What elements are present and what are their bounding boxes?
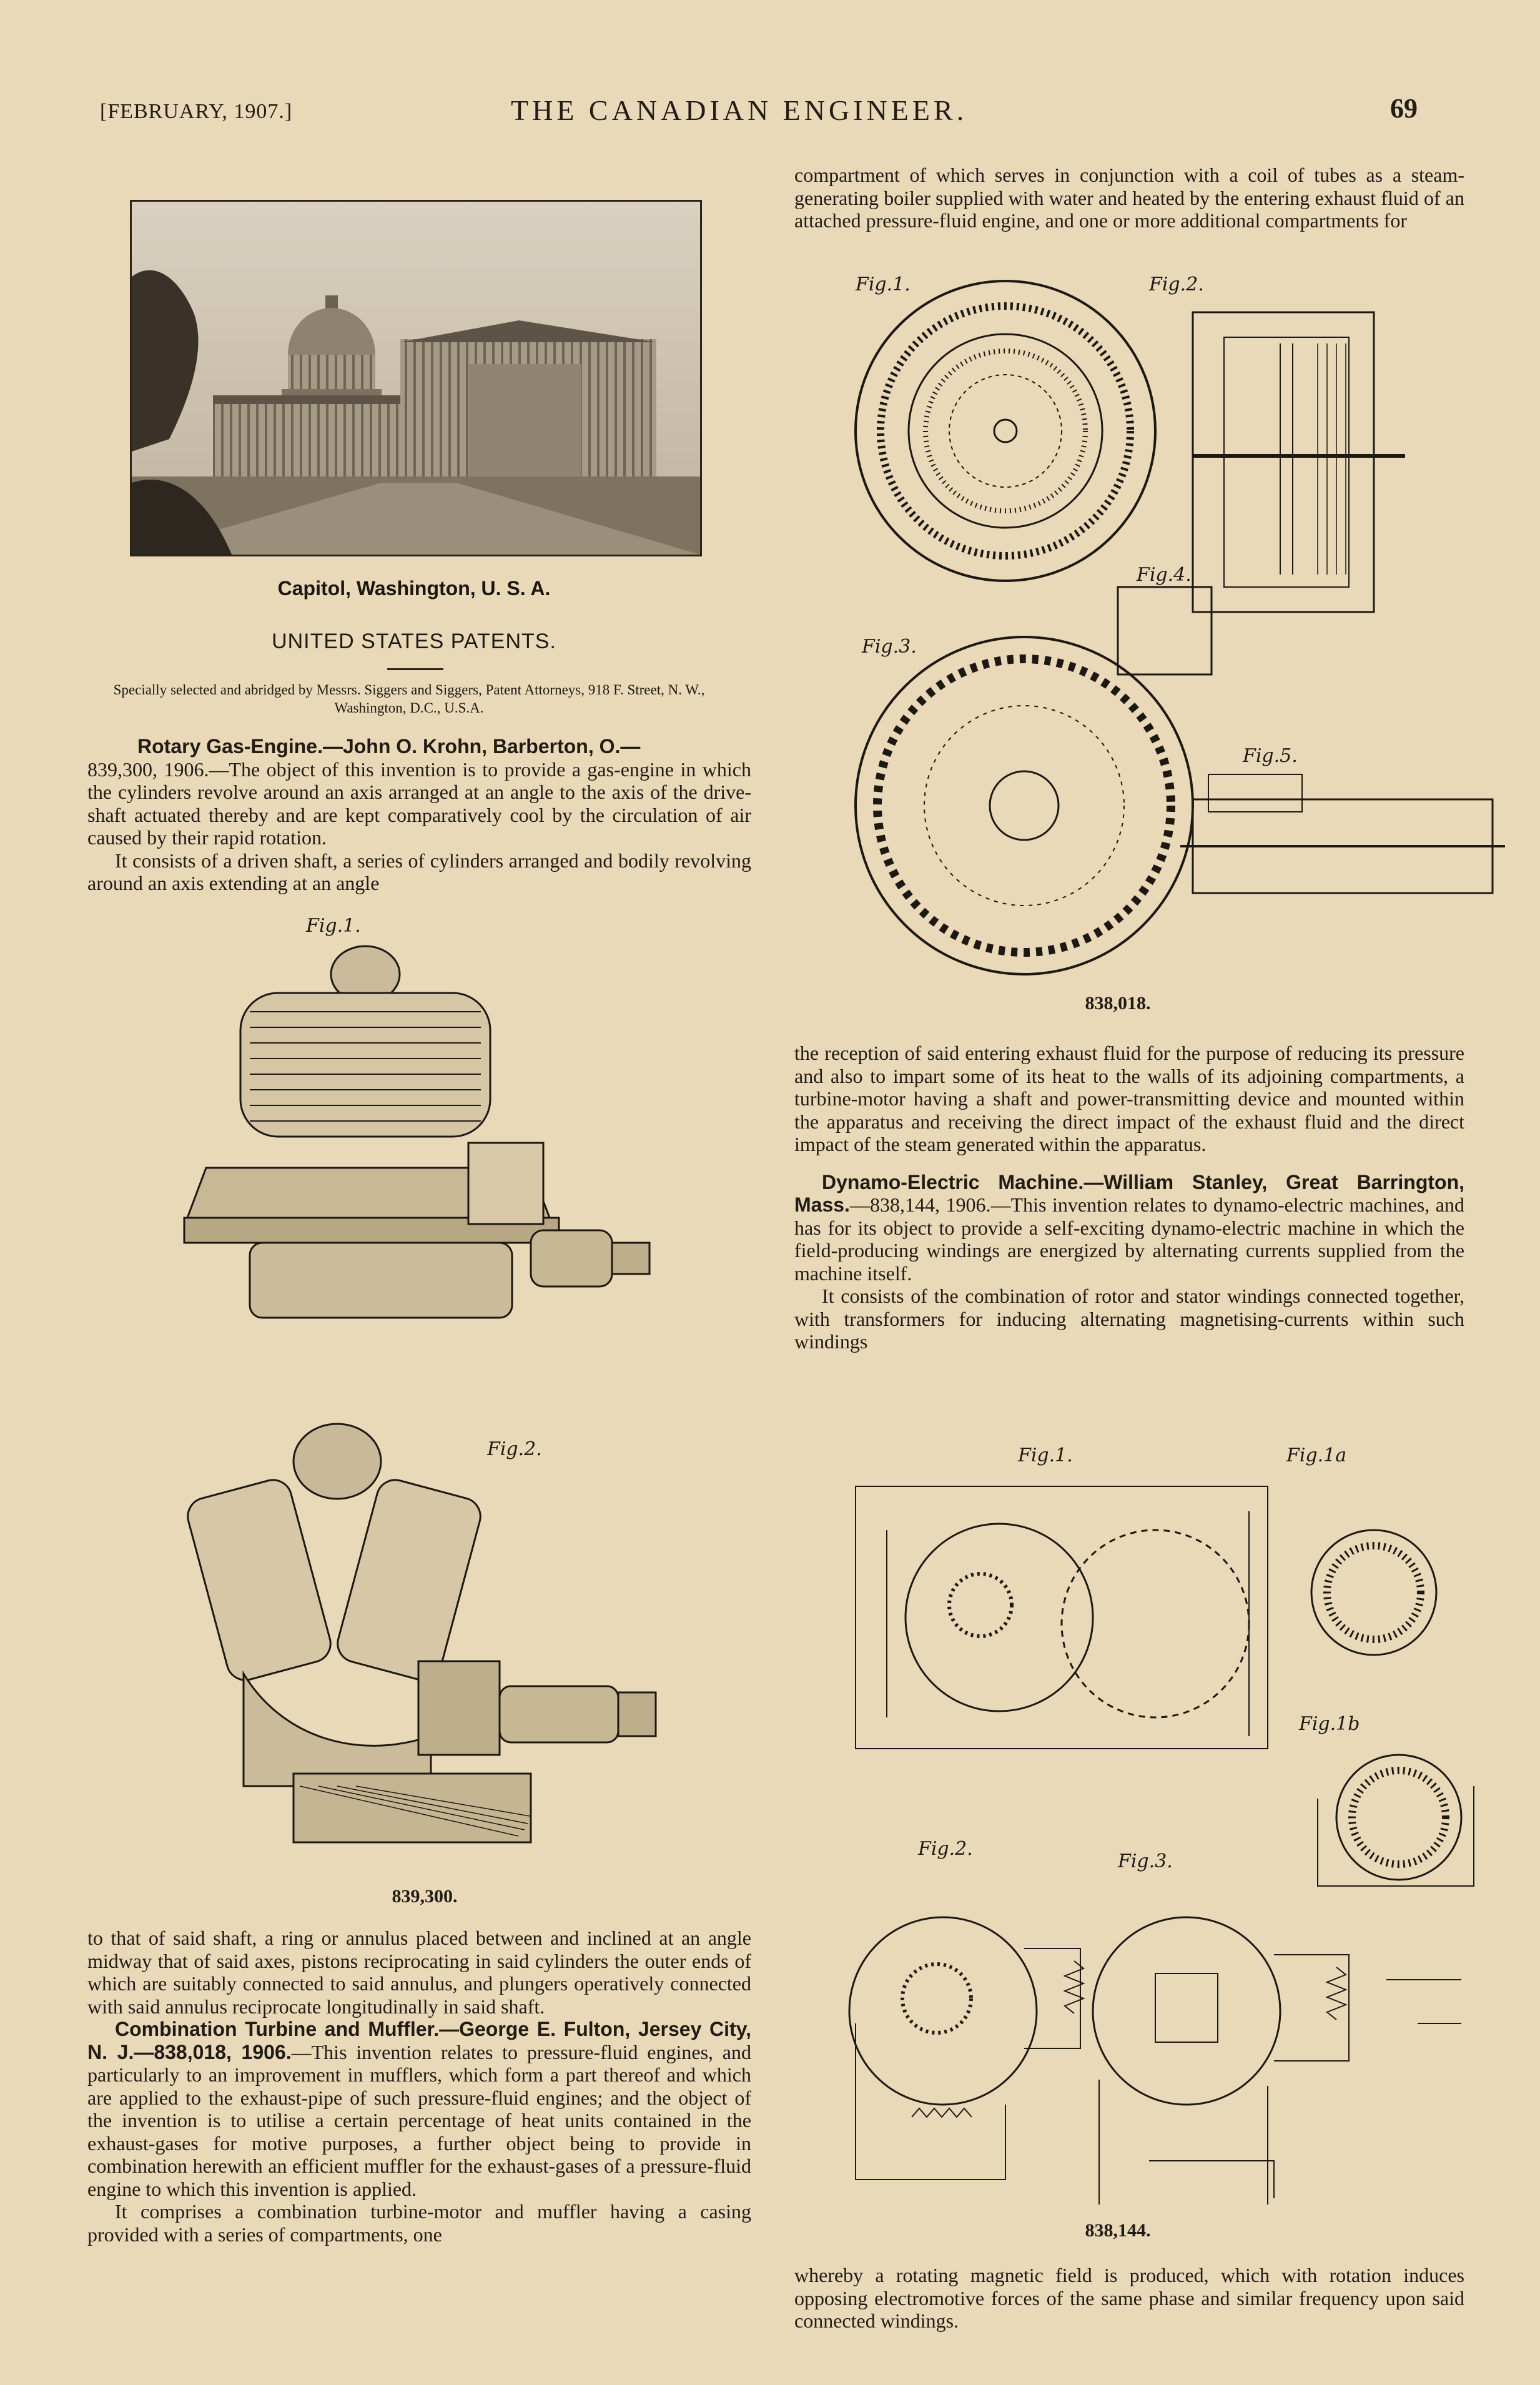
turbine-figures xyxy=(843,262,1518,980)
patent-body-rotary: 839,300, 1906.—The object of this invention is to provide a gas-engine in which the cylinders revolve around an axis arranged at an angle to the axis of the drive-shaft actuated thereby and are kept comparatively cool by the circulation of air caused by their rapid rotation. xyxy=(87,758,751,849)
patent-rotary-p3: to that of said shaft, a ring or annulus placed between and inclined at an angle midway that of said axes, pistons reciprocating in said cylinders the outer ends of which are suitably connected to said annulus, and plungers operatively connected with said annulus reciprocate longitudinally in said shaft. xyxy=(87,1927,751,2018)
patent-dynamo-p5: whereby a rotating magnetic field is produced, which with rotation induces opposing electromotive forces of the same phase and similar frequency upon said connected windings. xyxy=(794,2264,1464,2332)
capitol-photo xyxy=(130,200,702,556)
fig1-label: Fig.1. xyxy=(306,918,361,937)
patent-body-turbine: —This invention relates to pressure-fluid engines, and particularly to an improvement in mufflers, which form a part thereof and which are applied to the exhaust-pipe of such pressure-fluid engines; and the object of the invention is to utilise a certain percentage of heat units contained in the exhaust-gases for motive purposes, a further object being to provide in combination herewith an efficient muffler for the exhaust-gases of a pressure-fluid engine to which this invention is applied. xyxy=(87,2040,751,2200)
turbine-fig1-label: Fig.1. xyxy=(856,274,911,295)
photo-caption: Capitol, Washington, U. S. A. xyxy=(277,577,551,600)
patent-turbine-p2: the reception of said entering exhaust fluid for the purpose of reducing its pressure and also to impart some of its heat to the walls of its adjoining compartments, a turbine-motor having a shaft and power-transmitting device and mounted within the apparatus and receiving the direct impact of the exhaust fluid and the direct impact of the steam generated within the apparatus. xyxy=(794,1042,1464,1155)
patent-body-dynamo: —838,144, 1906.—This invention relates to dynamo-electric machines, and has for its object to provide a self-exciting dynamo-electric machine in which the field-producing windings are energized by alternating currents supplied from the machine itself. xyxy=(794,1193,1464,1285)
patent-no-838018: 838,018. xyxy=(1085,993,1151,1014)
dynamo-fig1a-label: Fig.1a xyxy=(1286,1444,1347,1466)
engine-figure-2 xyxy=(169,1411,668,1861)
patent-turbine-continued: compartment of which serves in conjunction with a coil of tubes as a steam-generating boiler supplied with water and heated by the entering exhaust fluid of an attached pressure-fluid engine, and one or more additional compartments for xyxy=(794,164,1464,232)
dynamo-fig2-label: Fig.2. xyxy=(918,1838,973,1860)
engine-figure-1 xyxy=(181,918,662,1343)
patent-no-838144: 838,144. xyxy=(1085,2220,1151,2241)
dynamo-fig3-label: Fig.3. xyxy=(1118,1850,1173,1872)
header-date: [FEBRUARY, 1907.] xyxy=(100,100,293,123)
fig2-label: Fig.2. xyxy=(487,1438,542,1460)
turbine-fig3-label: Fig.3. xyxy=(862,636,917,658)
dynamo-fig1b-label: Fig.1b xyxy=(1299,1713,1360,1735)
left-text-block-2 xyxy=(87,1927,751,2246)
patent-title-turbine: Combination Turbine and Muffler.—George E. Fulton, Jersey City, N. J.—838,018, 1906. xyxy=(87,2018,751,2063)
turbine-fig2-label: Fig.2. xyxy=(1149,274,1204,295)
right-text-block-1 xyxy=(794,164,1464,232)
patent-rotary-p2: It consists of a driven shaft, a series of cylinders arranged and bodily revolving around an axis extending at an angle xyxy=(87,849,751,894)
section-rule xyxy=(387,668,443,670)
dynamo-fig1-label: Fig.1. xyxy=(1018,1444,1073,1466)
left-text-block-1 xyxy=(87,735,751,895)
header-title: THE CANADIAN ENGINEER. xyxy=(511,94,968,126)
patent-title-rotary: Rotary Gas-Engine.—John O. Krohn, Barberton, O.— xyxy=(137,735,641,758)
patent-dynamo-p4: It consists of the combination of rotor and stator windings connected together, with transformers for inducing alternating magnetising-currents within such windings xyxy=(794,1285,1464,1353)
right-text-block-3 xyxy=(794,2264,1464,2333)
section-title: UNITED STATES PATENTS. xyxy=(272,630,556,653)
turbine-fig5-label: Fig.5. xyxy=(1243,745,1298,767)
patent-no-839300: 839,300. xyxy=(392,1886,458,1907)
turbine-fig4-label: Fig.4. xyxy=(1137,564,1192,586)
patent-turbine-p5: It comprises a combination turbine-motor and muffler having a casing provided with a series of compartments, one xyxy=(87,2200,751,2246)
right-text-block-2 xyxy=(794,1042,1464,1353)
page-number: 69 xyxy=(1390,93,1418,124)
dynamo-figures xyxy=(837,1436,1505,2205)
patent-title-dynamo: Dynamo-Electric Machine.—William Stanley, Great Barrington, Mass. xyxy=(794,1170,1464,1216)
section-credit: Specially selected and abridged by Messrs. Siggers and Siggers, Patent Attorneys, 918 F. Street, N. W., Washington, D.C., U.S.A. xyxy=(113,682,705,716)
